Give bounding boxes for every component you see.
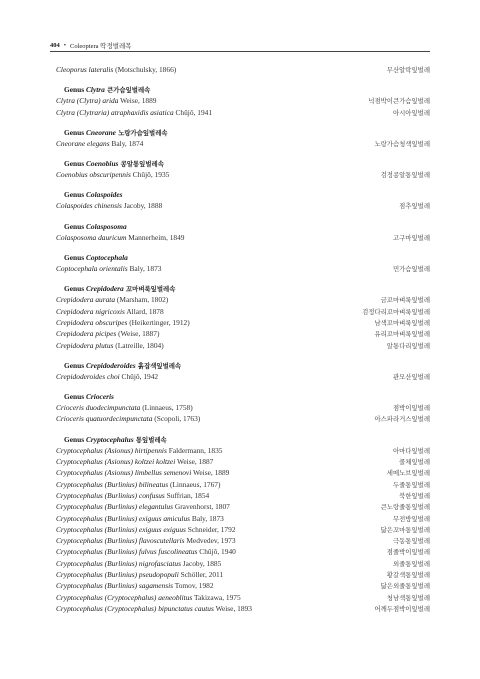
species-row: [56, 569, 430, 580]
species-name: Cryptocephalus (Burlinius) exiguus amiculus Baly, 1873: [56, 513, 224, 523]
species-row: [56, 138, 430, 149]
genus-heading: Genus Clytra 큰가슴잎벌레속: [64, 85, 151, 95]
korean-name: 점추잎벌레: [399, 202, 430, 211]
species-row: [56, 535, 430, 546]
korean-name: 세메노브잎벌레: [386, 469, 430, 478]
species-name: Cleoporus lateralis (Motschulsky, 1866): [56, 65, 177, 74]
species-name: Colasposoma dauricum Mannerheim, 1849: [56, 232, 185, 242]
species-name: Colaspoides chinensis Jacoby, 1888: [56, 201, 163, 211]
korean-name: 닮은외줄통잎벌레: [380, 582, 430, 591]
species-row: [56, 479, 430, 490]
korean-name: 극동통잎벌레: [392, 537, 430, 546]
korean-name: 무전방잎벌레: [392, 514, 430, 523]
species-row: [56, 592, 430, 603]
species-name: Crioceris duodecimpunctata (Linnaeus, 1758): [56, 403, 193, 413]
species-name: Cryptocephalus (Burlinius) sagamensis Tomov, 1982: [56, 581, 214, 591]
korean-name: 검정콩알통잎벌레: [380, 171, 430, 180]
species-row: [56, 317, 430, 328]
page-header: [50, 40, 430, 50]
species-name: Cryptocephalus (Cryptocephalus) bipunctatus cautus Weise, 1893: [56, 603, 252, 613]
species-list: [56, 64, 430, 614]
species-name: Coptocephala orientalis Baly, 1873: [56, 264, 162, 274]
korean-name: 노랑가슴청색잎벌레: [374, 139, 430, 148]
species-name: Cryptocephalus (Burlinius) pseudopopuli Schöller, 2011: [56, 570, 224, 580]
genus-heading: Genus Crioceris: [64, 392, 114, 402]
species-name: Cryptocephalus (Burlinius) flavoscutellaris Medvedev, 1973: [56, 536, 236, 546]
korean-name: 아마다잎벌레: [392, 446, 430, 455]
species-row: [56, 328, 430, 339]
species-row: [56, 603, 430, 614]
korean-name: 금꼬마벼룩잎벌레: [380, 296, 430, 305]
korean-name: 관모산잎벌레: [392, 372, 430, 381]
species-row: [56, 306, 430, 317]
species-name: Cryptocephalus (Burlinius) bilineatus (Linnaeus, 1767): [56, 479, 221, 489]
species-name: Cryptocephalus (Burlinius) elegantulus Gravenhorst, 1807: [56, 502, 230, 512]
korean-name: 북한잎벌레: [399, 491, 430, 500]
species-name: Cryptocephalus (Burlinius) fulvus fuscolineatus Chûjô, 1940: [56, 547, 236, 557]
species-row: [56, 371, 430, 382]
species-row: [56, 467, 430, 478]
species-row: [56, 456, 430, 467]
species-row: [56, 490, 430, 501]
genus-heading: Genus Crepidoderoides 흙잡색잎벌레속: [64, 360, 182, 370]
korean-name: 어깨두점박이잎벌레: [374, 604, 430, 613]
species-row: [56, 263, 430, 274]
page-number: 404: [50, 41, 60, 49]
species-row: [56, 501, 430, 512]
species-row: [56, 513, 430, 524]
species-name: Crepidodera picipes (Weise, 1887): [56, 329, 160, 339]
species-name: Cryptocephalus (Burlinius) nigrofasciatus Jacoby, 1885: [56, 558, 222, 568]
species-name: Cryptocephalus (Burlinius) confusus Suffrian, 1854: [56, 490, 210, 500]
genus-heading: Genus Crepidodera 꼬마벼룩잎벌레속: [64, 284, 176, 294]
species-name: Crepidodera obscuripes (Heikertinger, 1912): [56, 317, 190, 327]
species-name: Cryptocephalus (Asionus) hirtipennis Faldermann, 1835: [56, 445, 223, 455]
korean-name: 닮은꼬마통잎벌레: [380, 525, 430, 534]
species-name: Crioceris quatuordecimpunctata (Scopoli, 1763): [56, 414, 201, 424]
korean-name: 유리꼬마벼룩잎벌레: [374, 330, 430, 339]
korean-name: 점줄박이잎벌레: [386, 548, 430, 557]
species-name: Crepidodera nigricoxis Allard, 1878: [56, 306, 164, 316]
species-row: [56, 558, 430, 569]
species-name: Cneorane elegans Baly, 1874: [56, 138, 144, 148]
korean-name: 고구마잎벌레: [392, 233, 430, 242]
species-name: Crepidodera plutus (Latreille, 1804): [56, 340, 164, 350]
species-name: Crepidoderoides choi Chûjô, 1942: [56, 371, 159, 381]
species-row: [56, 413, 430, 424]
species-name: Clytra (Clytraria) atraphaxidis asiatica Chûjô, 1941: [56, 107, 213, 117]
korean-name: 민가슴잎벌레: [392, 265, 430, 274]
korean-name: 점박이잎벌레: [392, 404, 430, 413]
korean-name: 넉점박이큰가슴잎벌레: [368, 97, 430, 106]
species-row: [56, 402, 430, 413]
species-name: Coenobius obscuripennis Chûjô, 1935: [56, 170, 170, 180]
genus-heading: Genus Colaspoides: [64, 190, 123, 200]
species-row: [56, 232, 430, 243]
species-row: [56, 580, 430, 591]
korean-name: 외줄통잎벌레: [392, 559, 430, 568]
species-row: [56, 524, 430, 535]
korean-name: 큰노랑줄통잎벌레: [380, 503, 430, 512]
genera-container: [56, 84, 430, 614]
korean-name: 두줄통잎벌레: [392, 480, 430, 489]
species-name: Cryptocephalus (Cryptocephalus) aeneoblitus Takizawa, 1975: [56, 592, 241, 602]
genus-heading: Genus Colasposoma: [64, 221, 127, 231]
species-name: Cryptocephalus (Burlinius) exiguus exiguus Schneider, 1792: [56, 524, 236, 534]
species-row: [56, 169, 430, 180]
species-row: [56, 200, 430, 211]
genus-heading: Genus Coenobius 콩알통잎벌레속: [64, 159, 164, 169]
species-row: [56, 294, 430, 305]
korean-name: 청남색통잎벌레: [386, 593, 430, 602]
korean-name: 남색꼬마벼룩잎벌레: [374, 318, 430, 327]
genus-heading: Genus Cryptocephalus 통잎벌레속: [64, 434, 167, 444]
korean-name: 무산알락잎벌레: [386, 66, 430, 74]
korean-name: 검정다리꼬마벼룩잎벌레: [362, 307, 430, 316]
species-row: [56, 95, 430, 106]
genus-heading: Genus Cneorane 노랑가슴잎벌레속: [64, 127, 168, 137]
species-row: [56, 107, 430, 118]
korean-name: 황갈색통잎벌레: [386, 571, 430, 580]
species-row: [56, 340, 430, 351]
genus-heading: Genus Coptocephala: [64, 253, 128, 263]
header-rule: [50, 51, 430, 52]
species-row: [56, 445, 430, 456]
species-name: Clytra (Clytra) arida Weise, 1889: [56, 96, 157, 106]
korean-name: 아시아잎벌레: [392, 108, 430, 117]
running-title: Coleoptera 딱정벌레목: [70, 42, 132, 50]
species-name: Crepidodera aurata (Marsham, 1802): [56, 295, 169, 305]
species-name: Cryptocephalus (Asionus) limbellus semenovi Weise, 1889: [56, 468, 230, 478]
korean-name: 콜체잎벌레: [399, 458, 430, 467]
species-name: Cryptocephalus (Asionus) koltzei koltzei Weise, 1887: [56, 457, 214, 467]
korean-name: 아스파라거스잎벌레: [374, 415, 430, 424]
korean-name: 알통다리잎벌레: [386, 341, 430, 350]
species-row: [56, 546, 430, 557]
header-bullet: •: [63, 41, 67, 49]
species-row: [56, 64, 430, 75]
